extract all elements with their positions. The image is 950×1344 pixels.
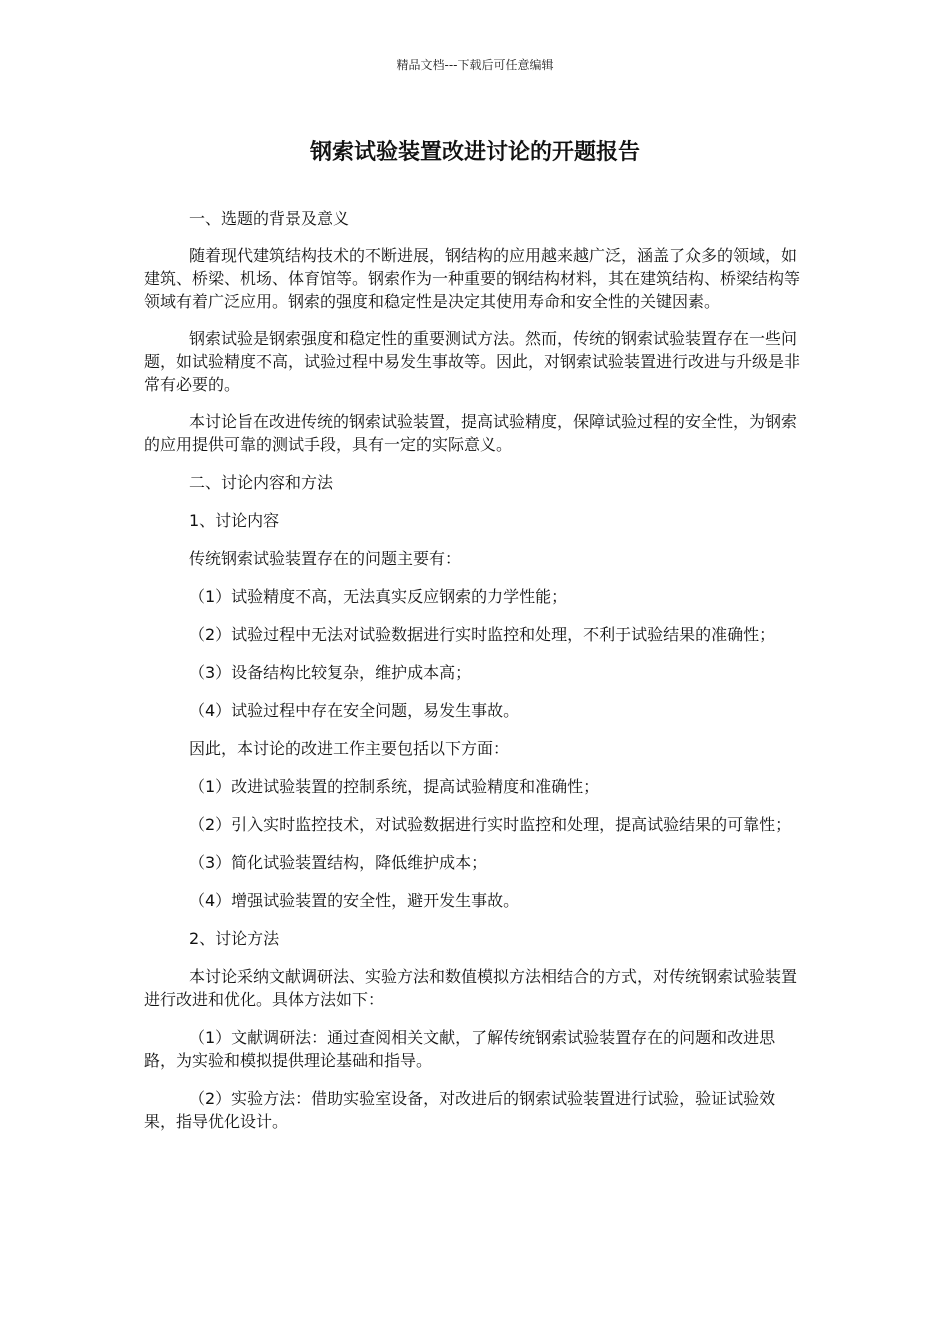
list-item-improvement-1: （1）改进试验装置的控制系统，提高试验精度和准确性； [189, 777, 600, 796]
method-intro: 本讨论采纳文献调研法、实验方法和数值模拟方法相结合的方式，对传统钢索试验装置进行改进和优化。具体方法如下： [144, 967, 798, 1009]
list-item-method-1: （1）文献调研法：通过查阅相关文献，了解传统钢索试验装置存在的问题和改进思路，为实验和模拟提供理论基础和指导。 [144, 1028, 776, 1070]
subheading-content: 1、讨论内容 [189, 511, 280, 530]
list-item-method-2: （2）实验方法：借助实验室设备，对改进后的钢索试验装置进行试验，验证试验效果，指导优化设计。 [144, 1089, 776, 1131]
section-heading-background: 一、选题的背景及意义 [189, 209, 350, 228]
subheading-method: 2、讨论方法 [189, 929, 280, 948]
list-item-problem-4: （4）试验过程中存在安全问题，易发生事故。 [189, 701, 520, 720]
paragraph-background-2: 钢索试验是钢索强度和稳定性的重要测试方法。然而，传统的钢索试验装置存在一些问题，如试验精度不高，试验过程中易发生事故等。因此，对钢索试验装置进行改进与升级是非常有必要的。 [144, 329, 801, 394]
list-item-improvement-3: （3）简化试验装置结构，降低维护成本； [189, 853, 488, 872]
page-title: 钢索试验装置改进讨论的开题报告 [309, 140, 640, 165]
document-body [144, 207, 806, 1133]
header-note: 精品文档---下载后可任意编辑 [396, 58, 554, 72]
list-item-improvement-2: （2）引入实时监控技术，对试验数据进行实时监控和处理，提高试验结果的可靠性； [189, 815, 792, 834]
list-item-problem-2: （2）试验过程中无法对试验数据进行实时监控和处理，不利于试验结果的准确性； [189, 625, 776, 644]
problems-intro: 传统钢索试验装置存在的问题主要有： [189, 549, 462, 568]
list-item-problem-3: （3）设备结构比较复杂，维护成本高； [189, 663, 472, 682]
list-item-problem-1: （1）试验精度不高，无法真实反应钢索的力学性能； [189, 587, 568, 606]
paragraph-background-1: 随着现代建筑结构技术的不断进展，钢结构的应用越来越广泛，涵盖了众多的领域，如建筑、桥梁、机场、体育馆等。钢索作为一种重要的钢结构材料，其在建筑结构、桥梁结构等领域有着广泛应用。钢索的强度和稳定性是决定其使用寿命和安全性的关键因素。 [144, 246, 801, 311]
section-heading-content-method: 二、讨论内容和方法 [189, 473, 334, 492]
list-item-improvement-4: （4）增强试验装置的安全性，避开发生事故。 [189, 891, 520, 910]
improvements-intro: 因此，本讨论的改进工作主要包括以下方面： [189, 739, 510, 758]
paragraph-background-3: 本讨论旨在改进传统的钢索试验装置，提高试验精度，保障试验过程的安全性，为钢索的应用提供可靠的测试手段，具有一定的实际意义。 [144, 412, 798, 454]
